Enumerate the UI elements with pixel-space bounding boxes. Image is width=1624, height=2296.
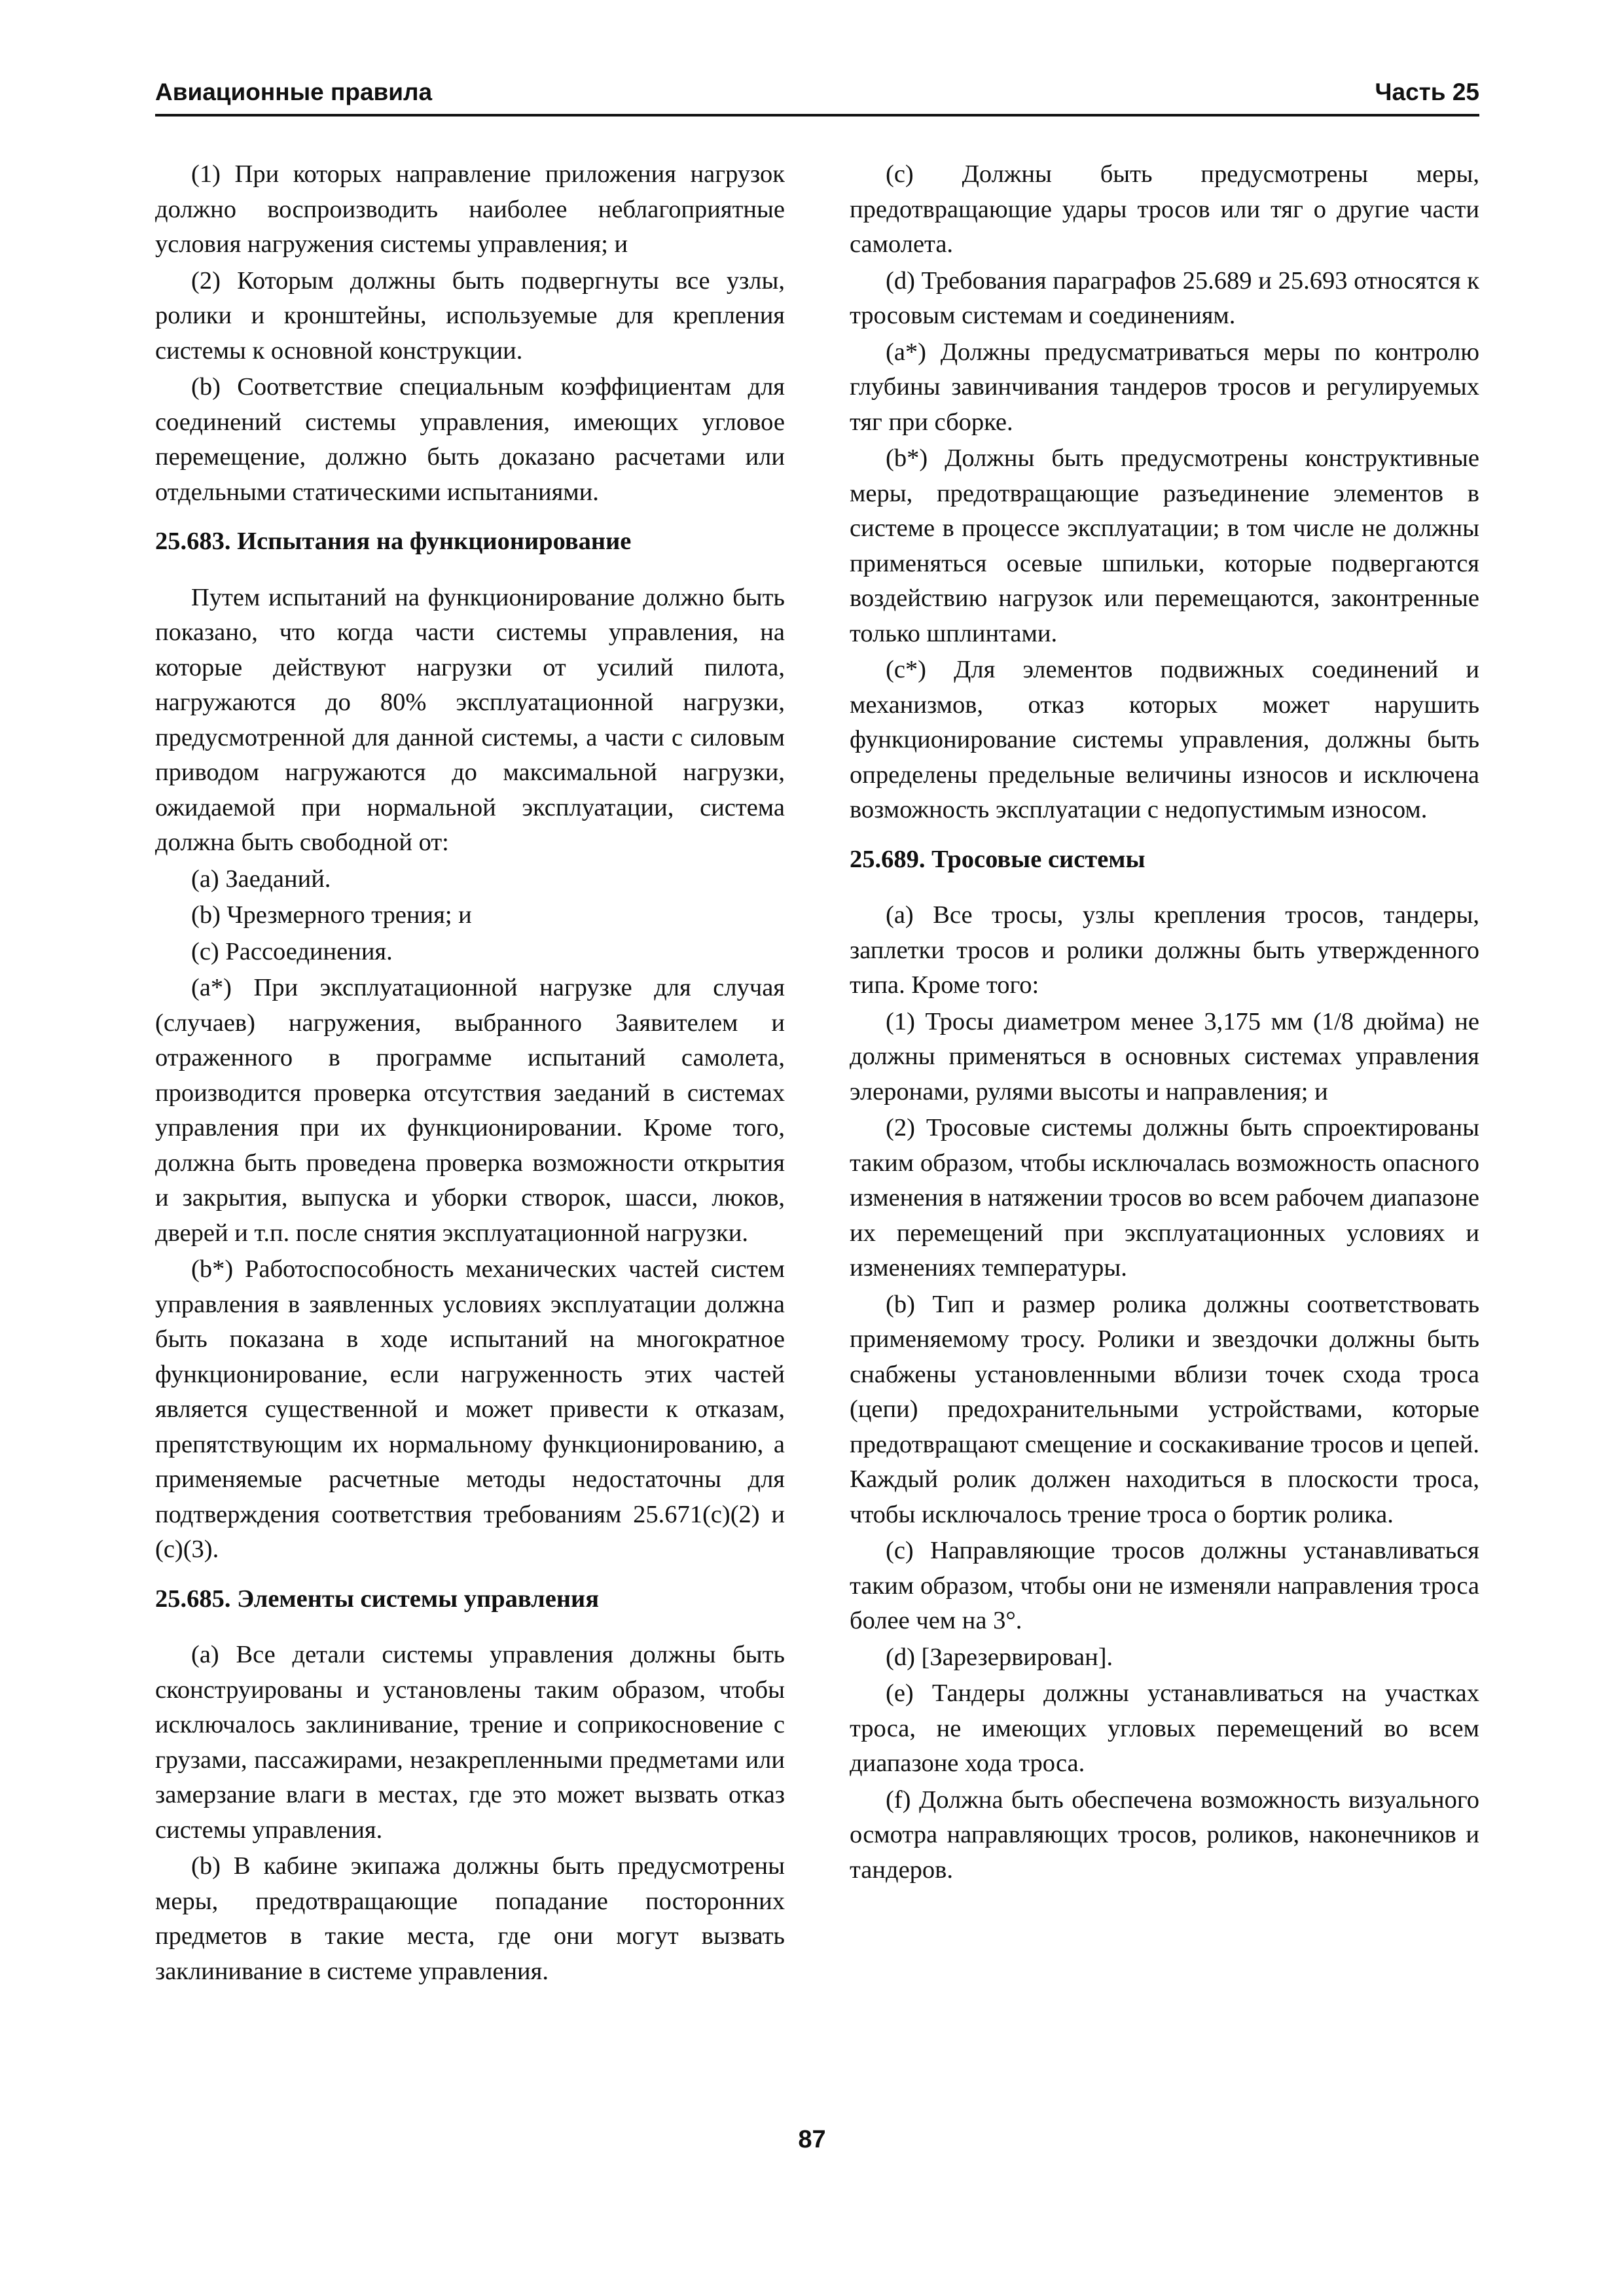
header-part: Часть 25	[1375, 79, 1479, 105]
paragraph: (b*) Работоспособность механических частей систем управления в заявленных условиях эксплуатации должна быть показана в ходе испытаний на многократное функционирование, если нагруженность этих частей является существенной и может привести к отказам, препятствующим их нормальному функционированию, а применяемые расчетные методы недостаточны для подтверждения соответствия требованиям 25.671(c)(2) и (c)(3).	[155, 1255, 785, 1563]
list-item: (а) Заеданий.	[191, 865, 331, 893]
right-column	[850, 157, 1479, 1889]
paragraph: (а*) Должны предусматриваться меры по контролю глубины завинчивания тандеров тросов и регулируемых тяг при сборке.	[850, 338, 1479, 436]
paragraph: (с*) Для элементов подвижных соединений и механизмов, отказ которых может нарушить функционирование системы управления, должны быть определены предельные величины износов и исключена возможность эксплуатации с недопустимым износом.	[850, 656, 1479, 823]
header-title: Авиационные правила	[155, 79, 433, 105]
list-item: (с) Рассоединения.	[191, 937, 393, 965]
paragraph: (d) Требования параграфов 25.689 и 25.693 относятся к тросовым системам и соединениям.	[850, 266, 1479, 329]
page-number: 87	[798, 2126, 826, 2153]
paragraph: (b) В кабине экипажа должны быть предусмотрены меры, предотвращающие попадание посторонних предметов в такие места, где они могут вызвать заклинивание в системе управления.	[155, 1852, 785, 1985]
paragraph: (b) Тип и размер ролика должны соответствовать применяемому тросу. Ролики и звездочки должны быть снабжены установленными вблизи точек схода троса (цепи) предохранительными устройствами, которые предотвращают смещение и соскакивание тросов и цепей. Каждый ролик должен находиться в плоскости троса, чтобы исключалось трение троса о бортик ролика.	[850, 1290, 1479, 1528]
paragraph: (1) При которых направление приложения нагрузок должно воспроизводить наиболее неблагоприятные условия нагружения системы управления; и	[155, 160, 785, 258]
section-heading-25-689: 25.689. Тросовые системы	[850, 845, 1146, 873]
paragraph: (b*) Должны быть предусмотрены конструктивные меры, предотвращающие разъединение элементов в системе в процессе эксплуатации; в том числе не должны применяться осевые шпильки, которые подвергаются воздействию нагрузок или перемещаются, законтренные только шплинтами.	[850, 444, 1479, 647]
list-item: (b) Чрезмерного трения; и	[191, 901, 472, 929]
paragraph: (а) Все детали системы управления должны быть сконструированы и установлены таким образом, чтобы исключалось заклинивание, трение и соприкосновение с грузами, пассажирами, незакрепленными предметами или замерзание влаги в местах, где это может вызвать отказ системы управления.	[155, 1641, 785, 1844]
paragraph: (с) Должны быть предусмотрены меры, предотвращающие удары тросов или тяг о другие части самолета.	[850, 160, 1479, 258]
page-header	[155, 73, 1479, 117]
section-heading-25-683: 25.683. Испытания на функционирование	[155, 528, 632, 555]
left-column	[155, 157, 785, 1990]
paragraph: (е) Тандеры должны устанавливаться на участках троса, не имеющих угловых перемещений во всем диапазоне хода троса.	[850, 1679, 1479, 1777]
paragraph: (b) Соответствие специальным коэффициентам для соединений системы управления, имеющих угловое перемещение, должно быть доказано расчетами или отдельными статическими испытаниями.	[155, 373, 785, 506]
paragraph: (f) Должна быть обеспечена возможность визуального осмотра направляющих тросов, роликов, наконечников и тандеров.	[850, 1785, 1479, 1884]
paragraph: (d) [Зарезервирован].	[886, 1643, 1113, 1671]
paragraph: (а*) При эксплуатационной нагрузке для случая (случаев) нагружения, выбранного Заявителем и отраженного в программе испытаний самолета, производится проверка отсутствия заеданий в системах управления при их функционировании. Кроме того, должна быть проведена проверка возможности открытия и закрытия, выпуска и уборки створок, шасси, люков, дверей и т.п. после снятия эксплуатационной нагрузки.	[155, 974, 785, 1247]
paragraph: (2) Которым должны быть подвергнуты все узлы, ролики и кронштейны, используемые для крепления системы к основной конструкции.	[155, 266, 785, 365]
paragraph: (с) Направляющие тросов должны устанавливаться таким образом, чтобы они не изменяли направления троса более чем на 3°.	[850, 1537, 1479, 1634]
paragraph: (1) Тросы диаметром менее 3,175 мм (1/8 дюйма) не должны применяться в основных системах управления элеронами, рулями высоты и направления; и	[850, 1007, 1479, 1105]
paragraph: (а) Все тросы, узлы крепления тросов, тандеры, заплетки тросов и ролики должны быть утвержденного типа. Кроме того:	[850, 901, 1479, 999]
paragraph: (2) Тросовые системы должны быть спроектированы таким образом, чтобы исключалась возможность опасного изменения в натяжении тросов во всем рабочем диапазоне их перемещений при эксплуатационных условиях и изменениях температуры.	[850, 1114, 1479, 1282]
section-heading-25-685: 25.685. Элементы системы управления	[155, 1585, 600, 1613]
paragraph: Путем испытаний на функционирование должно быть показано, что когда части системы управления, на которые действуют нагрузки от усилий пилота, нагружаются до 80% эксплуатационной нагрузки, предусмотренной для данной системы, а части с силовым приводом нагружаются до максимальной нагрузки, ожидаемой при нормальной эксплуатации, система должна быть свободной от:	[155, 583, 785, 856]
